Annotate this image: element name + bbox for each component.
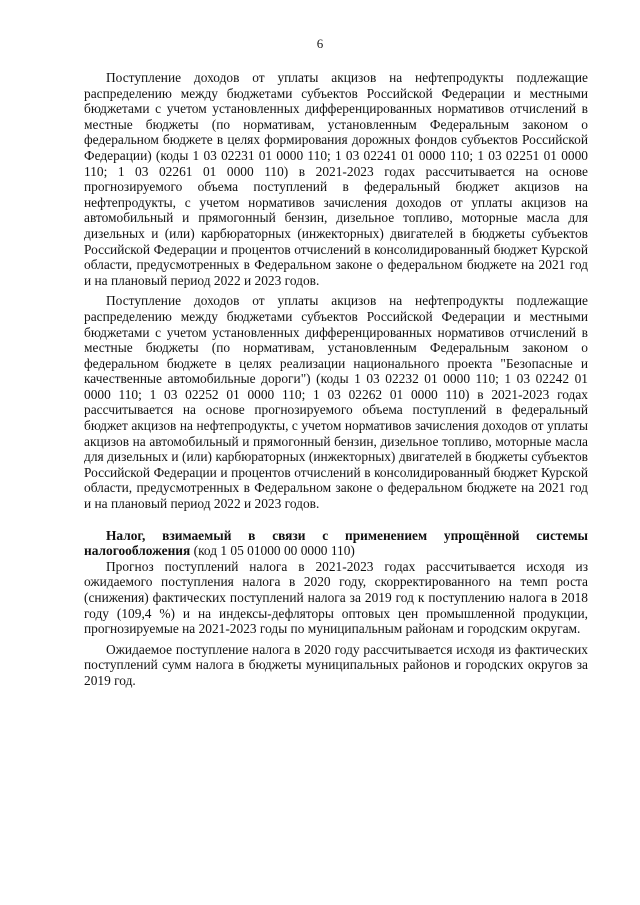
usn-section-heading (84, 528, 588, 559)
section-gap (84, 512, 588, 528)
page-number: 6 (316, 36, 324, 51)
usn-paragraph-1: Прогноз поступлений налога в 2021-2023 годах рассчитывается исходя из ожидаемого поступления налога в 2020 году, скорректированного на темп роста (снижения) фактических поступлений налога за 2019 год к поступлению налога в 2018 году (109,4 %) и на индексы-дефляторы оптовых цен промышленной продукции, прогнозируемые на 2021-2023 годы по муниципальным районам и городским округам. (84, 558, 588, 637)
document-body (84, 70, 588, 689)
usn-paragraph-2: Ожидаемое поступление налога в 2020 году рассчитывается исходя из фактических поступлений сумм налога в бюджеты муниципальных районов и городских округов за 2019 год. (84, 641, 588, 688)
usn-heading-code: (код 1 05 01000 00 0000 110) (190, 543, 355, 559)
usn-heading-title: Налог, взимаемый в связи с применением упрощённой системы налогообложения (84, 527, 588, 559)
excise-paragraph-2: Поступление доходов от уплаты акцизов на нефтепродукты подлежащие распределению между бюджетами субъектов Российской Федерации и местными бюджетами с учетом установленных дифференцированных нормативов отчислений в местные бюджеты (по нормативам, установленным Федеральным законом о федеральном бюджете в целях реализации национального проекта "Безопасные и качественные автомобильные дороги") (коды 1 03 02232 01 0000 110; 1 03 02242 01 0000 110; 1 03 02252 01 0000 110; 1 03 02262 01 0000 110) в 2021-2023 годах рассчитывается на основе прогнозируемого объема поступлений в федеральный бюджет акцизов на нефтепродукты, с учетом нормативов зачисления доходов от уплаты акцизов на автомобильный и прямогонный бензин, дизельное топливо, моторные масла для дизельных и (или) карбюраторных (инжекторных) двигателей в бюджеты субъектов Российской Федерации и процентов отчислений в консолидированный бюджет Курской области, предусмотренных в Федеральном законе о федеральном бюджете на 2021 год и на плановый период 2022 и 2023 годов. (84, 293, 588, 512)
excise-paragraph-1: Поступление доходов от уплаты акцизов на нефтепродукты подлежащие распределению между бюджетами субъектов Российской Федерации и местными бюджетами с учетом установленных дифференцированных нормативов отчислений в местные бюджеты (по нормативам, установленным Федеральным законом о федеральном бюджете в целях формирования дорожных фондов субъектов Российской Федерации) (коды 1 03 02231 01 0000 110; 1 03 02241 01 0000 110; 1 03 02251 01 0000 110; 1 03 02261 01 0000 110) в 2021-2023 годах рассчитывается на основе прогнозируемого объема поступлений в федеральный бюджет акцизов на нефтепродукты, с учетом нормативов зачисления доходов от уплаты акцизов на автомобильный и прямогонный бензин, дизельное топливо, моторные масла для дизельных и (или) карбюраторных (инжекторных) двигателей в бюджеты субъектов Российской Федерации и процентов отчислений в консолидированный бюджет Курской области, предусмотренных в Федеральном законе о федеральном бюджете на 2021 год и на плановый период 2022 и 2023 годов. (84, 70, 588, 288)
